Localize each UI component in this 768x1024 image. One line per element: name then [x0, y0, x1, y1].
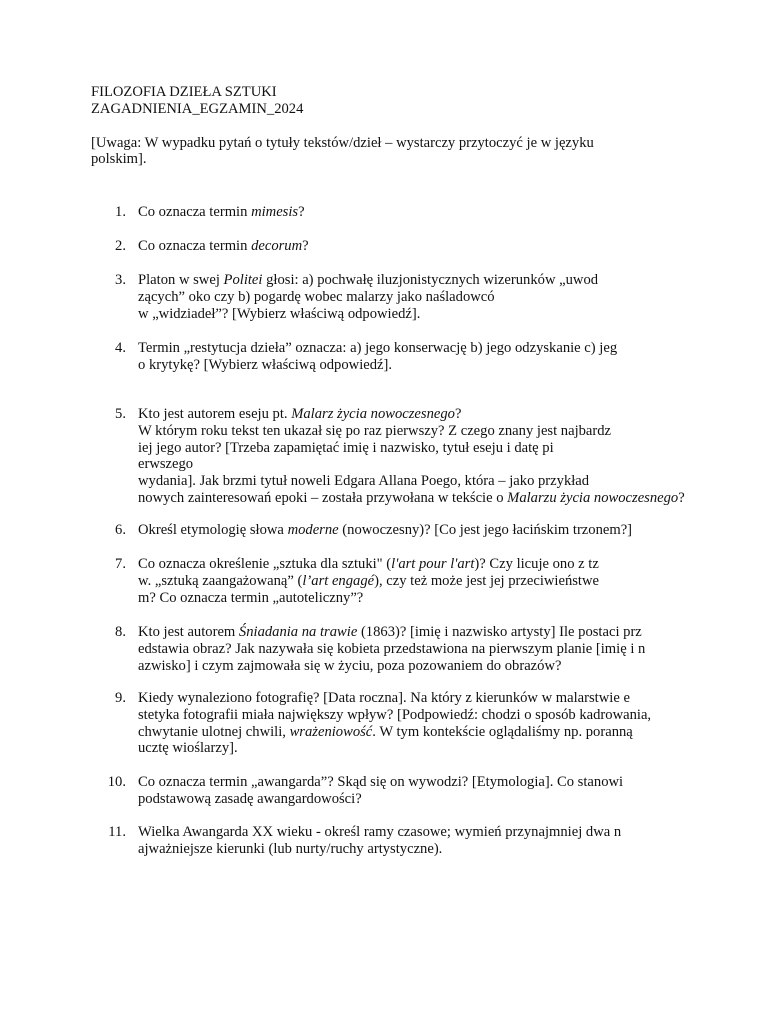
question-text-line: erwszego: [138, 456, 194, 473]
question-text-line: Kto jest autorem eseju pt. Malarz życia nowoczesnego?: [138, 406, 462, 422]
question-text: [138, 824, 621, 858]
italic-term: wrażeniowość: [289, 723, 373, 740]
question-text-line: chwytanie ulotnej chwili, wrażeniowość. W tym kontekście oglądaliśmy np. poranną: [138, 723, 633, 740]
question-text: [138, 556, 599, 606]
question-text-line: o krytykę? [Wybierz właściwą odpowiedź].: [138, 356, 393, 373]
italic-term: decorum: [251, 238, 303, 254]
question-text-line: ajważniejsze kierunki (lub nurty/ruchy artystyczne).: [138, 840, 443, 857]
question-item: [91, 522, 632, 539]
question-number: 7.: [115, 556, 126, 572]
question-text-line: Wielka Awangarda XX wieku - określ ramy czasowe; wymień przynajmniej dwa n: [138, 824, 622, 840]
question-number: 2.: [115, 238, 126, 254]
question-item: [91, 624, 645, 674]
question-item: [91, 824, 621, 858]
question-text: [138, 624, 645, 674]
question-text-line: w. „sztuką zaangażowaną” (l’art engagé), czy też może jest jej przeciwieństwe: [138, 572, 599, 589]
question-text-line: m? Co oznacza termin „autoteliczny”?: [138, 589, 364, 606]
question-number: 11.: [108, 824, 126, 840]
question-text-line: wydania]. Jak brzmi tytuł noweli Edgara Allana Poego, która – jako przykład: [138, 473, 590, 490]
question-item: [91, 690, 651, 757]
italic-term: Śniadania na trawie: [238, 624, 358, 640]
question-item: [91, 272, 598, 322]
question-text: [138, 406, 685, 507]
question-text-line: w „widziadeł”? [Wybierz właściwą odpowiedź].: [138, 305, 421, 322]
question-text: [138, 690, 651, 757]
question-text: [138, 204, 305, 221]
question-text: [138, 272, 598, 322]
question-item: [91, 238, 309, 255]
question-number: 9.: [115, 690, 126, 706]
italic-term: Malarzu życia nowoczesnego: [507, 489, 679, 506]
question-text-line: azwisko] i czym zajmowała się w życiu, poza pozowaniem do obrazów?: [138, 657, 562, 674]
question-text-line: stetyka fotografii miała największy wpływ? [Podpowiedź: chodzi o sposób kadrowania,: [138, 706, 652, 723]
question-text: [138, 522, 632, 539]
italic-term: Politei: [223, 272, 263, 288]
italic-term: mimesis: [251, 204, 299, 220]
question-text-line: ucztę wioślarzy].: [138, 740, 238, 757]
question-item: [91, 556, 599, 606]
question-text-line: Kto jest autorem Śniadania na trawie (1863)? [imię i nazwisko artysty] Ile postaci prz: [138, 624, 642, 640]
question-number: 8.: [115, 624, 126, 640]
question-text-line: Kiedy wynaleziono fotografię? [Data roczna]. Na który z kierunków w malarstwie e: [138, 690, 630, 706]
italic-term: l'art pour l'art: [391, 556, 475, 572]
question-text-line: Co oznacza termin mimesis?: [138, 204, 305, 220]
question-text-line: iej jego autor? [Trzeba zapamiętać imię i nazwisko, tytuł eseju i datę pi: [138, 439, 554, 456]
document-title: FILOZOFIA DZIEŁA SZTUKI: [91, 84, 277, 100]
question-text-line: edstawia obraz? Jak nazywała się kobieta przedstawiona na pierwszym planie [imię i n: [138, 640, 646, 657]
question-text-line: W którym roku tekst ten ukazał się po raz pierwszy? Z czego znany jest najbardz: [138, 422, 612, 439]
question-item: [91, 406, 685, 507]
question-text-line: zących” oko czy b) pogardę wobec malarzy jako naśladowcó: [138, 288, 495, 305]
italic-term: l’art engagé: [302, 572, 375, 589]
question-number: 1.: [115, 204, 126, 220]
document-page: [91, 84, 691, 857]
question-text-line: Co oznacza termin „awangarda”? Skąd się on wywodzi? [Etymologia]. Co stanowi: [138, 774, 624, 790]
note-paragraph: [Uwaga: W wypadku pytań o tytuły tekstów/dzieł – wystarczy przytoczyć je w języku polskim].: [91, 134, 594, 168]
question-text-line: nowych zainteresowań epoki – została przywołana w tekście o Malarzu życia nowoczesnego?: [138, 489, 685, 506]
document-subtitle: ZAGADNIENIA_EGZAMIN_2024: [91, 100, 304, 117]
question-text-line: Platon w swej Politei głosi: a) pochwałę iluzjonistycznych wizerunków „uwod: [138, 272, 599, 288]
question-number: 6.: [115, 522, 126, 538]
question-text: [138, 238, 309, 255]
question-text-line: podstawową zasadę awangardowości?: [138, 790, 362, 807]
question-item: [91, 204, 305, 221]
question-text: [138, 774, 623, 808]
italic-term: moderne: [287, 522, 339, 538]
question-item: [91, 340, 617, 374]
question-text-line: Określ etymologię słowa moderne (nowoczesny)? [Co jest jego łacińskim trzonem?]: [138, 522, 633, 538]
question-number: 4.: [115, 340, 126, 356]
question-number: 10.: [107, 774, 126, 790]
question-item: [91, 774, 623, 808]
question-text-line: Termin „restytucja dzieła” oznacza: a) jego konserwację b) jego odzyskanie c) jeg: [138, 340, 618, 356]
question-number: 3.: [115, 272, 126, 288]
question-text: [138, 340, 617, 374]
question-text-line: Co oznacza określenie „sztuka dla sztuki" (l'art pour l'art)? Czy licuje ono z tz: [138, 556, 599, 572]
italic-term: Malarz życia nowoczesnego: [291, 406, 455, 422]
question-number: 5.: [115, 406, 126, 422]
question-text-line: Co oznacza termin decorum?: [138, 238, 309, 254]
